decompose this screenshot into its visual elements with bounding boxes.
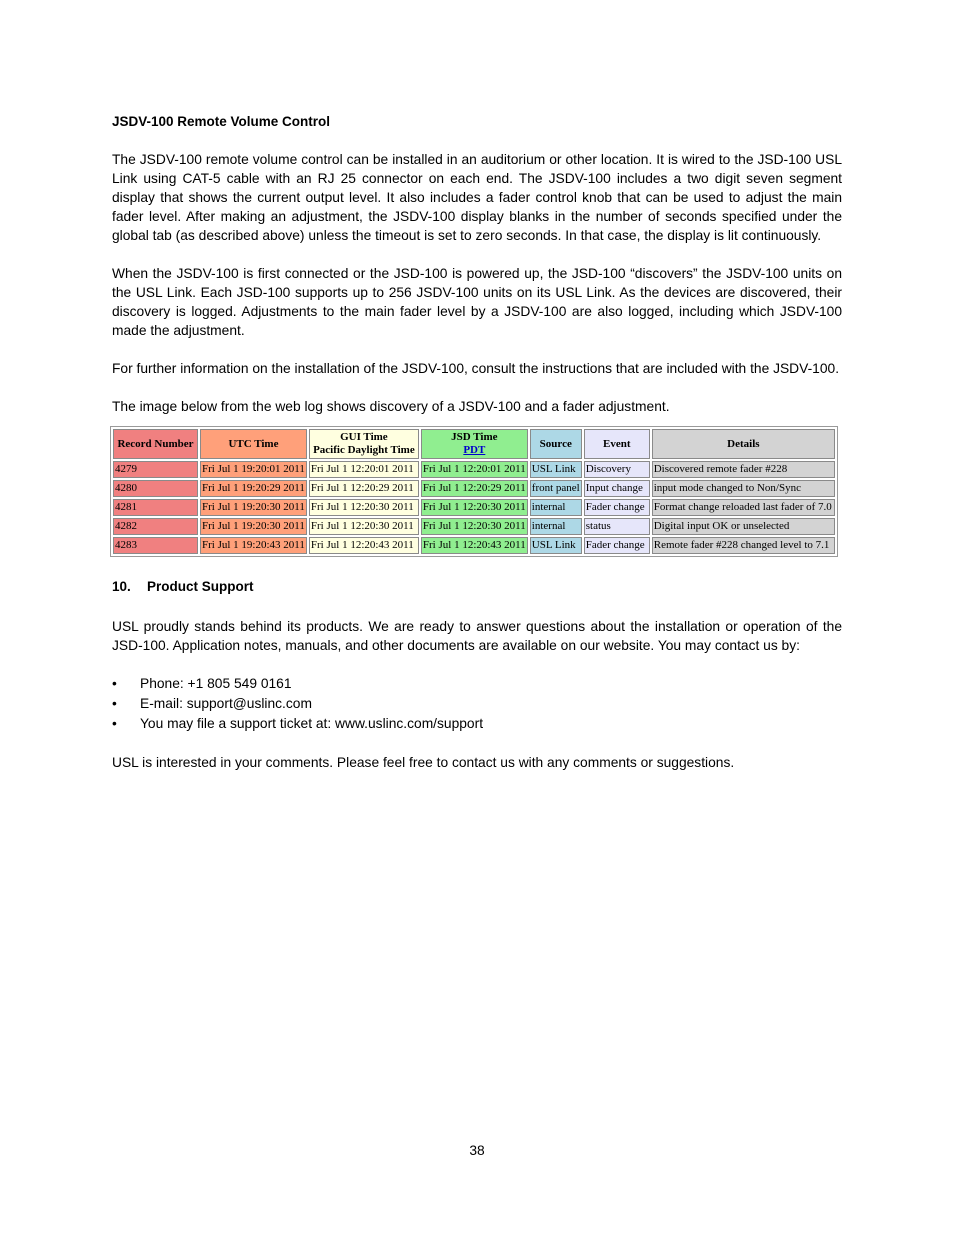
header-event: Event — [584, 429, 650, 459]
list-item-support-ticket — [112, 714, 842, 734]
cell-event: Discovery — [584, 461, 650, 478]
contact-email: E-mail: support@uslinc.com — [140, 696, 312, 711]
header-details: Details — [652, 429, 835, 459]
paragraph-jsdv-intro: The JSDV-100 remote volume control can be installed in an auditorium or other location. It is wired to the JSD-100 USL Link using CAT-5 cable with an RJ 25 connector on each end. The JSDV-100 includes a two digit seven segment display that shows the current output level. It also includes a fader control knob that can be used to adjust the main fader level. After making an adjustment, the JSDV-100 display blanks in the number of seconds specified under the global tab (as described above) unless the timeout is set to zero seconds. In that case, the display is lit continuously. — [112, 152, 842, 243]
web-log-image — [112, 426, 842, 557]
web-log-header-row — [113, 429, 835, 459]
section-title: Product Support — [147, 579, 254, 594]
header-gui-time-zone: Pacific Daylight Time — [313, 444, 415, 456]
bullet-icon: • — [112, 716, 117, 731]
table-row — [113, 537, 835, 554]
cell-gui-time: Fri Jul 1 12:20:29 2011 — [309, 480, 419, 497]
page-number: 38 — [469, 1143, 485, 1158]
contact-phone: Phone: +1 805 549 0161 — [140, 676, 292, 691]
cell-gui-time: Fri Jul 1 12:20:01 2011 — [309, 461, 419, 478]
cell-details: Format change reloaded last fader of 7.0 — [652, 499, 835, 516]
header-record-number: Record Number — [113, 429, 198, 459]
section-heading-product-support — [112, 577, 842, 596]
cell-record-number: 4280 — [113, 480, 198, 497]
section-heading-jsdv: JSDV-100 Remote Volume Control — [112, 114, 331, 129]
cell-details: input mode changed to Non/Sync — [652, 480, 835, 497]
cell-record-number: 4283 — [113, 537, 198, 554]
cell-utc-time: Fri Jul 1 19:20:30 2011 — [200, 499, 307, 516]
cell-record-number: 4282 — [113, 518, 198, 535]
bullet-icon: • — [112, 696, 117, 711]
cell-utc-time: Fri Jul 1 19:20:30 2011 — [200, 518, 307, 535]
page-content — [112, 112, 842, 791]
table-row — [113, 499, 835, 516]
cell-source: USL Link — [530, 537, 582, 554]
web-log-table — [110, 426, 838, 557]
header-utc-time: UTC Time — [200, 429, 307, 459]
cell-event: status — [584, 518, 650, 535]
cell-event: Input change — [584, 480, 650, 497]
cell-utc-time: Fri Jul 1 19:20:29 2011 — [200, 480, 307, 497]
cell-details: Discovered remote fader #228 — [652, 461, 835, 478]
contact-support-ticket: You may file a support ticket at: www.uslinc.com/support — [140, 716, 484, 731]
cell-source: internal — [530, 499, 582, 516]
paragraph-jsdv-discovery: When the JSDV-100 is first connected or the JSD-100 is powered up, the JSD-100 “discovers” the JSDV-100 units on the USL Link. Each JSD-100 supports up to 256 JSDV-100 units on its USL Link. As the devices are discovered, their discovery is logged. Adjustments to the main fader level by a JSDV-100 are also logged, including which JSDV-100 made the adjustment. — [112, 266, 842, 338]
cell-gui-time: Fri Jul 1 12:20:30 2011 — [309, 518, 419, 535]
list-item-email — [112, 694, 842, 714]
cell-source: front panel — [530, 480, 582, 497]
cell-jsd-time: Fri Jul 1 12:20:30 2011 — [421, 518, 528, 535]
paragraph-support-intro: USL proudly stands behind its products. We are ready to answer questions about the installation or operation of the JSD-100. Application notes, manuals, and other documents are available on our website. You may contact us by: — [112, 619, 842, 653]
cell-record-number: 4281 — [113, 499, 198, 516]
paragraph-support-closing: USL is interested in your comments. Please feel free to contact us with any comments or suggestions. — [112, 755, 735, 770]
pdt-link[interactable]: PDT — [463, 444, 486, 456]
cell-jsd-time: Fri Jul 1 12:20:30 2011 — [421, 499, 528, 516]
table-row — [113, 518, 835, 535]
header-gui-time-label: GUI Time — [340, 431, 388, 443]
paragraph-jsdv-image-caption: The image below from the web log shows discovery of a JSDV-100 and a fader adjustment. — [112, 399, 670, 414]
header-gui-time — [309, 429, 419, 459]
bullet-icon: • — [112, 676, 117, 691]
header-source: Source — [530, 429, 582, 459]
header-jsd-time-label: JSD Time — [451, 431, 498, 443]
cell-jsd-time: Fri Jul 1 12:20:29 2011 — [421, 480, 528, 497]
paragraph-jsdv-installation: For further information on the installation of the JSDV-100, consult the instructions that are included with the JSDV-100. — [112, 361, 840, 376]
cell-utc-time: Fri Jul 1 19:20:43 2011 — [200, 537, 307, 554]
cell-source: USL Link — [530, 461, 582, 478]
table-row — [113, 480, 835, 497]
cell-event: Fader change — [584, 537, 650, 554]
contact-list — [112, 674, 842, 734]
cell-event: Fader change — [584, 499, 650, 516]
cell-details: Remote fader #228 changed level to 7.1 — [652, 537, 835, 554]
list-item-phone — [112, 674, 842, 694]
cell-gui-time: Fri Jul 1 12:20:43 2011 — [309, 537, 419, 554]
header-jsd-time — [421, 429, 528, 459]
table-row — [113, 461, 835, 478]
cell-gui-time: Fri Jul 1 12:20:30 2011 — [309, 499, 419, 516]
cell-jsd-time: Fri Jul 1 12:20:01 2011 — [421, 461, 528, 478]
section-number: 10. — [112, 579, 131, 594]
cell-record-number: 4279 — [113, 461, 198, 478]
cell-jsd-time: Fri Jul 1 12:20:43 2011 — [421, 537, 528, 554]
cell-source: internal — [530, 518, 582, 535]
cell-details: Digital input OK or unselected — [652, 518, 835, 535]
cell-utc-time: Fri Jul 1 19:20:01 2011 — [200, 461, 307, 478]
